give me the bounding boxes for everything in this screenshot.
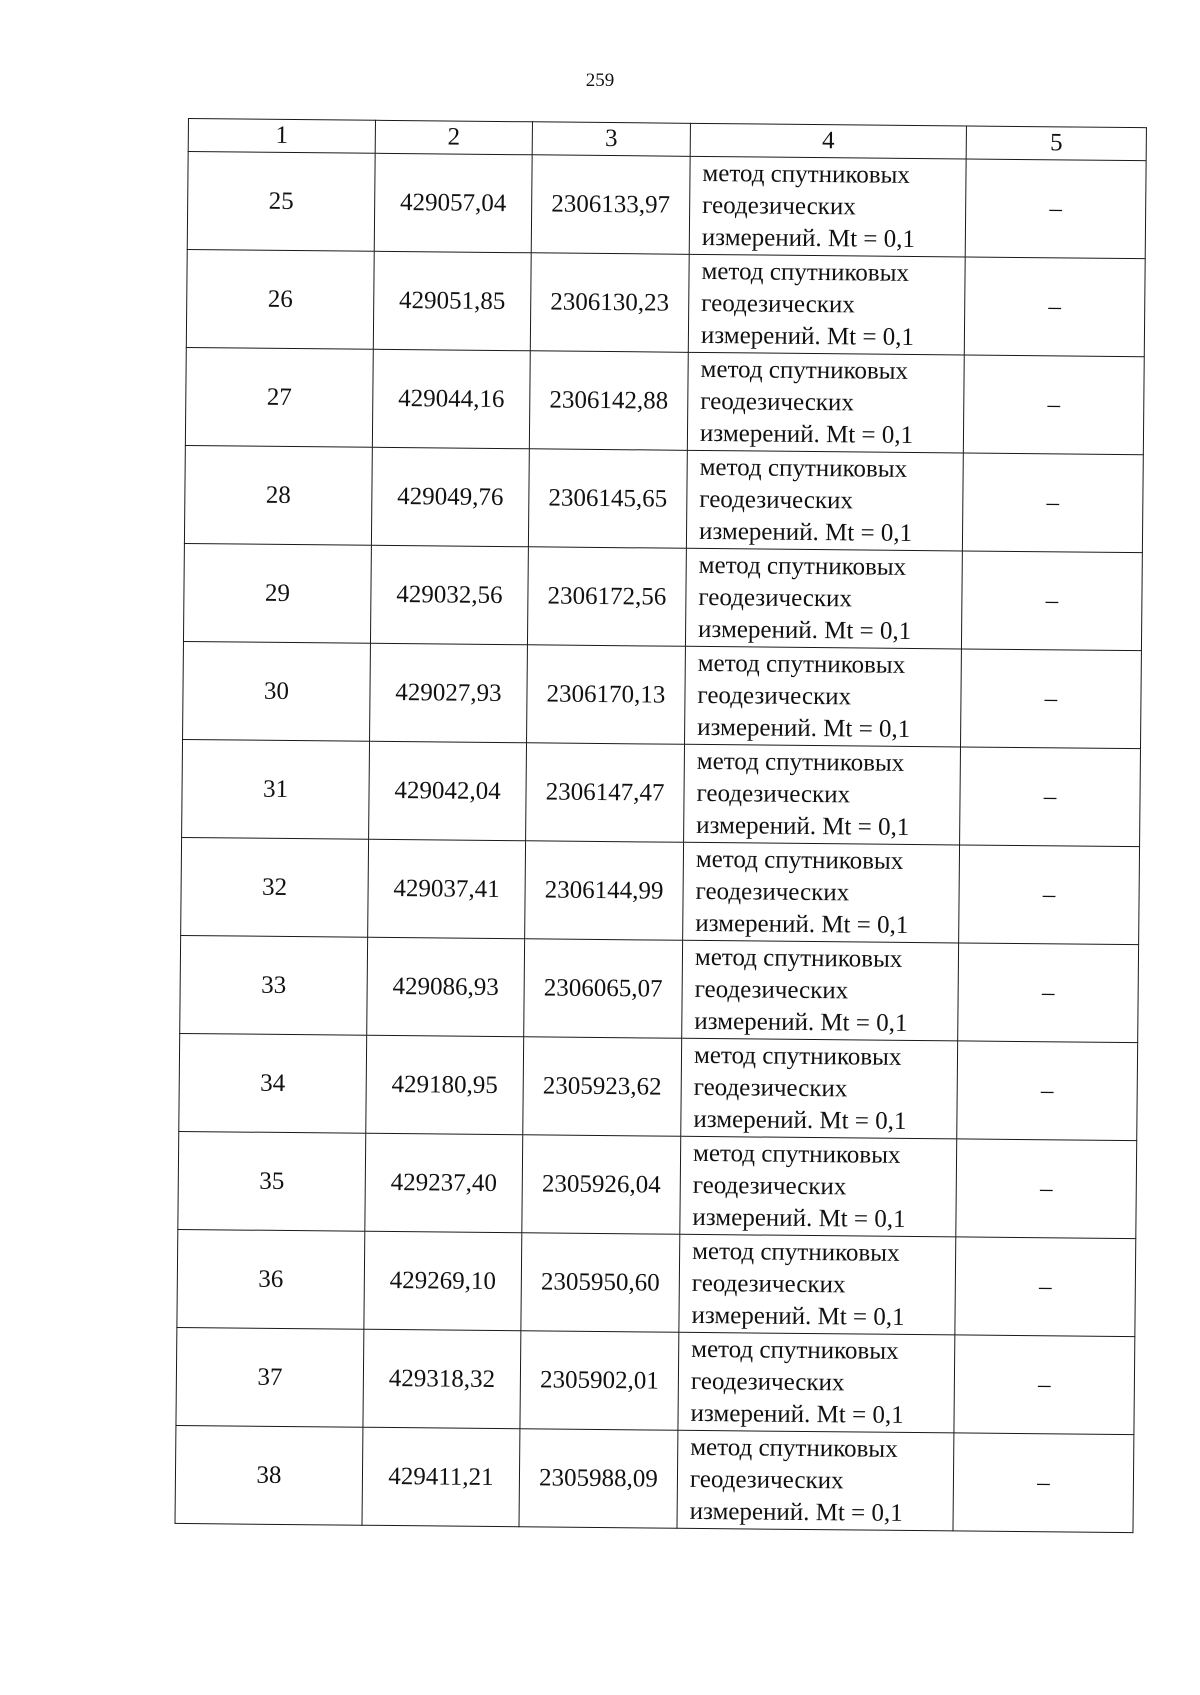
header-cell-1: 1 (188, 119, 375, 154)
method-cell (685, 548, 962, 649)
note-cell: – (958, 943, 1139, 1043)
y-coordinate-cell: 2306130,23 (530, 253, 689, 353)
table-row (176, 1327, 1135, 1434)
coordinates-table-container (175, 118, 1146, 1533)
method-line: геодезических (702, 191, 856, 220)
point-number-cell: 31 (182, 739, 370, 839)
table-row (175, 1425, 1134, 1532)
method-line: геодезических (694, 975, 849, 1004)
y-coordinate-cell: 2306133,97 (531, 155, 690, 255)
x-coordinate-cell: 429027,93 (370, 643, 528, 743)
note-cell: – (959, 845, 1140, 945)
header-cell-3: 3 (532, 122, 690, 157)
note-cell: – (953, 1433, 1134, 1533)
method-line: измерений. Mt = 0,1 (693, 1105, 907, 1135)
table-row (183, 543, 1142, 650)
note-cell: – (957, 1041, 1138, 1141)
y-coordinate-cell: 2306142,88 (529, 351, 688, 451)
y-coordinate-cell: 2305926,04 (522, 1135, 681, 1235)
method-line: метод спутниковых (697, 649, 906, 679)
y-coordinate-cell: 2305950,60 (521, 1233, 680, 1333)
method-line: геодезических (690, 1367, 845, 1396)
method-cell (689, 156, 966, 257)
table-row (179, 1033, 1138, 1140)
point-number-cell: 25 (187, 152, 375, 252)
method-line: метод спутниковых (691, 1335, 899, 1365)
x-coordinate-cell: 429269,10 (364, 1231, 522, 1331)
table-row (178, 1131, 1137, 1238)
method-cell (678, 1332, 955, 1433)
method-line: геодезических (691, 1269, 846, 1298)
note-cell: – (954, 1335, 1135, 1435)
method-line: метод спутниковых (693, 1041, 902, 1071)
header-cell-4: 4 (690, 123, 966, 159)
x-coordinate-cell: 429042,04 (369, 741, 527, 841)
method-line: геодезических (699, 485, 854, 514)
point-number-cell: 30 (183, 641, 371, 741)
method-line: геодезических (696, 779, 851, 808)
method-line: измерений. Mt = 0,1 (695, 909, 909, 939)
note-cell: – (956, 1139, 1137, 1239)
method-line: геодезических (693, 1073, 848, 1102)
point-number-cell: 28 (184, 445, 372, 545)
method-cell (685, 646, 962, 747)
method-line: геодезических (695, 877, 850, 906)
point-number-cell: 36 (177, 1229, 365, 1329)
y-coordinate-cell: 2305902,01 (520, 1331, 679, 1431)
page-number: 259 (585, 70, 615, 91)
point-number-cell: 35 (178, 1131, 366, 1231)
method-cell (679, 1234, 956, 1335)
table-row (182, 739, 1141, 846)
table-row (181, 837, 1140, 944)
method-line: измерений. Mt = 0,1 (699, 419, 914, 449)
method-line: метод спутниковых (692, 1237, 900, 1267)
y-coordinate-cell: 2306145,65 (528, 449, 687, 549)
table-row (183, 641, 1142, 748)
method-line: геодезических (700, 387, 855, 416)
method-line: измерений. Mt = 0,1 (697, 615, 912, 645)
method-line: измерений. Mt = 0,1 (698, 517, 913, 547)
coordinates-table (175, 118, 1147, 1533)
x-coordinate-cell: 429180,95 (366, 1035, 524, 1135)
note-cell: – (965, 159, 1146, 259)
table-row (184, 445, 1143, 552)
method-line: метод спутниковых (699, 453, 908, 483)
note-cell: – (955, 1237, 1136, 1337)
x-coordinate-cell: 429032,56 (370, 545, 528, 645)
method-line: измерений. Mt = 0,1 (690, 1399, 904, 1429)
x-coordinate-cell: 429051,85 (373, 251, 531, 351)
note-cell: – (962, 453, 1143, 553)
method-cell (688, 254, 965, 355)
x-coordinate-cell: 429049,76 (371, 447, 529, 547)
method-line: метод спутниковых (690, 1433, 898, 1463)
method-line: метод спутниковых (692, 1139, 901, 1169)
method-line: измерений. Mt = 0,1 (691, 1301, 905, 1331)
y-coordinate-cell: 2305988,09 (519, 1429, 678, 1529)
method-line: геодезических (697, 681, 852, 710)
point-number-cell: 38 (175, 1425, 363, 1525)
method-line: измерений. Mt = 0,1 (700, 321, 915, 351)
method-cell (684, 744, 961, 845)
method-line: измерений. Mt = 0,1 (689, 1497, 903, 1527)
header-cell-2: 2 (375, 120, 532, 155)
x-coordinate-cell: 429037,41 (368, 839, 526, 939)
note-cell: – (961, 551, 1142, 651)
method-line: геодезических (701, 289, 855, 318)
method-line: измерений. Mt = 0,1 (701, 223, 916, 253)
point-number-cell: 32 (181, 837, 369, 937)
method-line: метод спутниковых (694, 943, 903, 973)
table-row (177, 1229, 1136, 1336)
y-coordinate-cell: 2306170,13 (527, 645, 686, 745)
method-line: метод спутниковых (698, 551, 907, 581)
method-cell (683, 842, 960, 943)
method-line: измерений. Mt = 0,1 (694, 1007, 908, 1037)
note-cell: – (960, 649, 1141, 749)
table-row (185, 347, 1144, 454)
x-coordinate-cell: 429044,16 (372, 349, 530, 449)
method-cell (681, 1038, 958, 1139)
method-line: метод спутниковых (701, 257, 910, 287)
x-coordinate-cell: 429411,21 (362, 1427, 520, 1527)
point-number-cell: 33 (180, 935, 368, 1035)
method-cell (686, 450, 963, 551)
method-cell (682, 940, 959, 1041)
method-line: метод спутниковых (696, 747, 905, 777)
x-coordinate-cell: 429057,04 (374, 153, 532, 253)
x-coordinate-cell: 429318,32 (363, 1329, 521, 1429)
method-line: измерений. Mt = 0,1 (692, 1203, 906, 1233)
point-number-cell: 27 (185, 347, 373, 447)
point-number-cell: 37 (176, 1327, 364, 1427)
y-coordinate-cell: 2306172,56 (527, 547, 686, 647)
y-coordinate-cell: 2306065,07 (524, 939, 683, 1039)
method-cell (677, 1430, 954, 1531)
y-coordinate-cell: 2305923,62 (523, 1037, 682, 1137)
y-coordinate-cell: 2306144,99 (525, 841, 684, 941)
method-line: геодезических (689, 1465, 844, 1494)
point-number-cell: 26 (186, 249, 374, 349)
method-line: метод спутниковых (700, 355, 909, 385)
y-coordinate-cell: 2306147,47 (526, 743, 685, 843)
point-number-cell: 29 (183, 543, 371, 643)
header-cell-5: 5 (966, 126, 1146, 161)
x-coordinate-cell: 429237,40 (365, 1133, 523, 1233)
table-row (187, 152, 1146, 259)
method-line: измерений. Mt = 0,1 (696, 811, 910, 841)
method-line: геодезических (698, 583, 853, 612)
method-cell (687, 352, 964, 453)
method-line: геодезических (692, 1171, 847, 1200)
method-line: метод спутниковых (695, 845, 904, 875)
method-line: измерений. Mt = 0,1 (697, 713, 911, 743)
method-cell (680, 1136, 957, 1237)
point-number-cell: 34 (179, 1033, 367, 1133)
method-line: метод спутниковых (702, 159, 911, 189)
note-cell: – (960, 747, 1141, 847)
x-coordinate-cell: 429086,93 (367, 937, 525, 1037)
table-row (180, 935, 1139, 1042)
table-row (186, 249, 1145, 356)
note-cell: – (963, 355, 1144, 455)
note-cell: – (964, 257, 1145, 357)
